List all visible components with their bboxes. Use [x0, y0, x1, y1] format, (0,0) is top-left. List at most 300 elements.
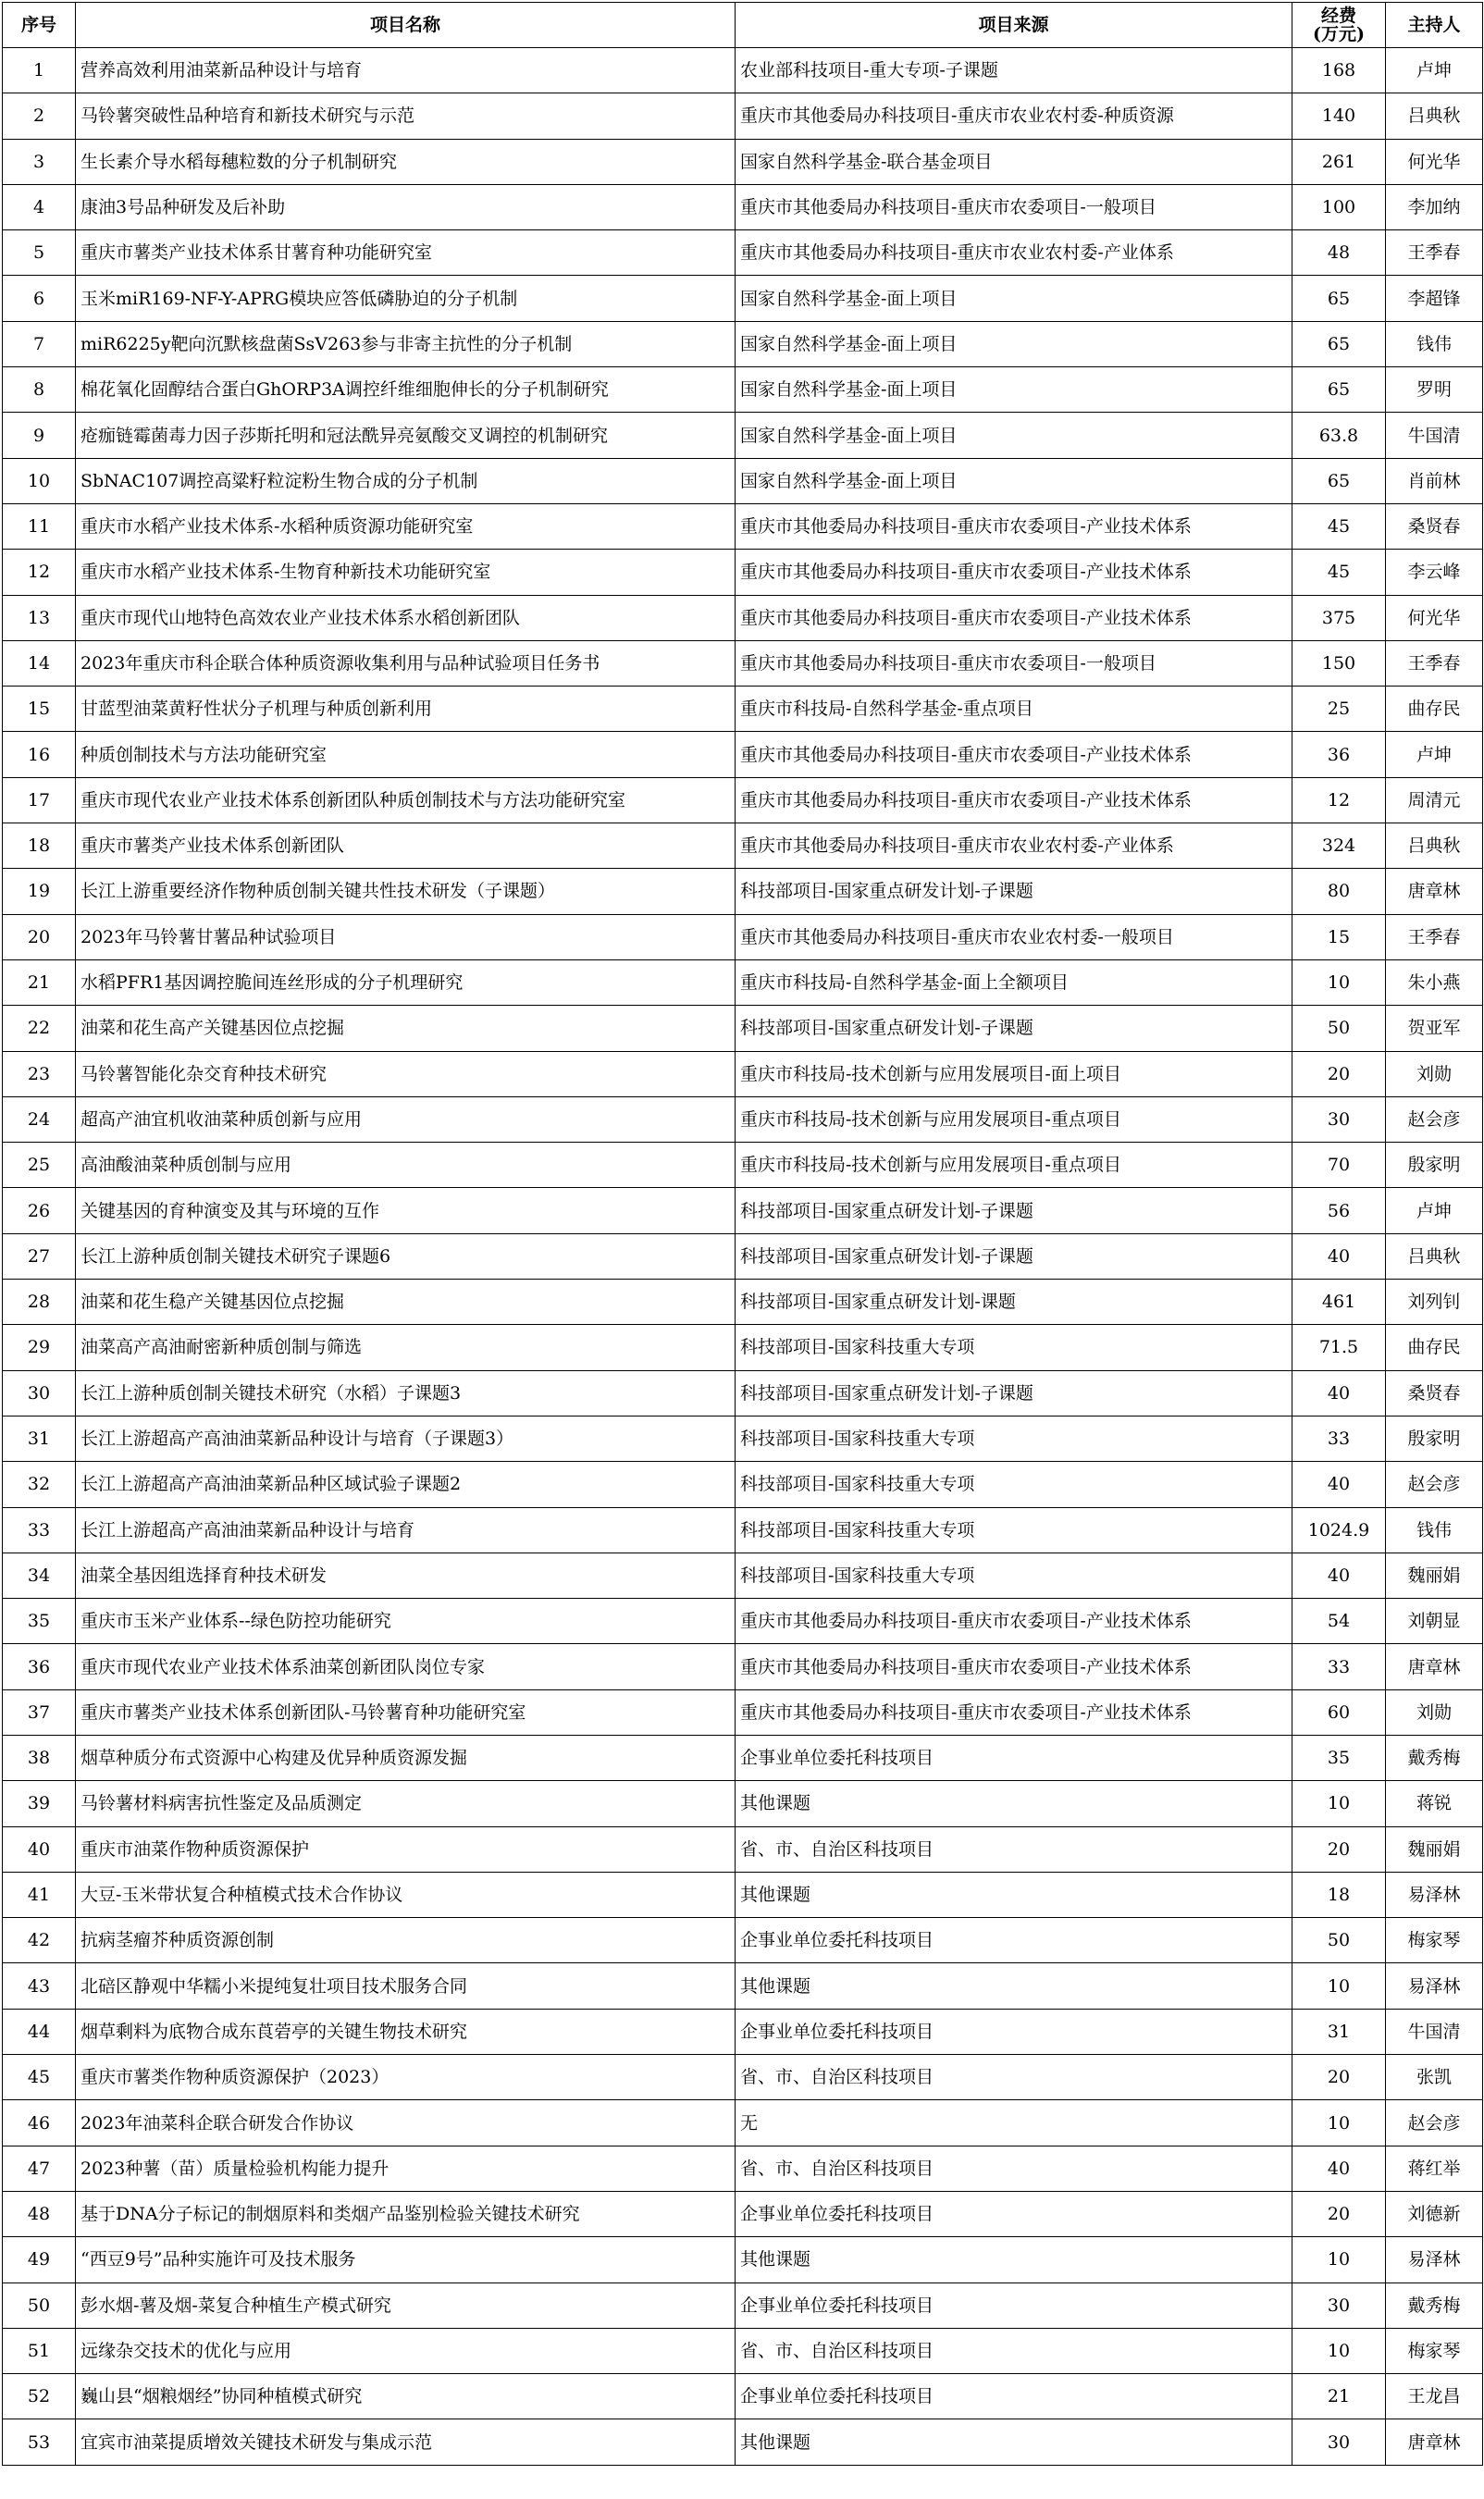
cell-source: 企事业单位委托科技项目	[736, 2283, 1292, 2328]
cell-name: 油菜高产高油耐密新种质创制与筛选	[76, 1325, 736, 1370]
cell-no: 49	[3, 2237, 76, 2283]
table-row	[3, 1507, 1483, 1553]
cell-host: 李云峰	[1386, 550, 1483, 595]
cell-host: 蒋红举	[1386, 2146, 1483, 2191]
cell-funds: 31	[1292, 2009, 1386, 2054]
cell-host: 吕典秋	[1386, 1233, 1483, 1279]
cell-name: 棉花氧化固醇结合蛋白GhORP3A调控纤维细胞伸长的分子机制研究	[76, 367, 736, 413]
cell-source: 重庆市其他委局办科技项目-重庆市农委项目-产业技术体系	[736, 732, 1292, 777]
table-row	[3, 1325, 1483, 1370]
cell-host: 卢坤	[1386, 1188, 1483, 1233]
cell-no: 40	[3, 1826, 76, 1872]
table-row	[3, 1644, 1483, 1689]
cell-name: 北碚区静观中华糯小米提纯复壮项目技术服务合同	[76, 1963, 736, 2009]
table-row	[3, 2009, 1483, 2054]
table-row	[3, 959, 1483, 1005]
cell-no: 22	[3, 1006, 76, 1051]
cell-name: 马铃薯突破性品种培育和新技术研究与示范	[76, 93, 736, 139]
cell-funds: 48	[1292, 230, 1386, 276]
table-row	[3, 1963, 1483, 2009]
cell-source: 国家自然科学基金-面上项目	[736, 413, 1292, 458]
table-row	[3, 1143, 1483, 1188]
cell-funds: 56	[1292, 1188, 1386, 1233]
cell-source: 重庆市其他委局办科技项目-重庆市农委项目-产业技术体系	[736, 1599, 1292, 1644]
cell-host: 朱小燕	[1386, 959, 1483, 1005]
cell-source: 科技部项目-国家重点研发计划-子课题	[736, 1188, 1292, 1233]
cell-name: 巍山县“烟粮烟经”协同种植模式研究	[76, 2374, 736, 2419]
cell-name: 关键基因的育种演变及其与环境的互作	[76, 1188, 736, 1233]
cell-host: 魏丽娟	[1386, 1826, 1483, 1872]
cell-name: 大豆-玉米带状复合种植模式技术合作协议	[76, 1872, 736, 1917]
cell-host: 梅家琴	[1386, 1918, 1483, 1963]
cell-no: 27	[3, 1233, 76, 1279]
cell-name: 烟草种质分布式资源中心构建及优异种质资源发掘	[76, 1735, 736, 1780]
cell-source: 科技部项目-国家重点研发计划-课题	[736, 1280, 1292, 1325]
cell-funds: 10	[1292, 1963, 1386, 2009]
table-row	[3, 321, 1483, 366]
cell-funds: 10	[1292, 959, 1386, 1005]
cell-name: 抗病茎瘤芥种质资源创制	[76, 1918, 736, 1963]
table-row	[3, 1188, 1483, 1233]
cell-no: 35	[3, 1599, 76, 1644]
cell-no: 8	[3, 367, 76, 413]
cell-name: 重庆市薯类产业技术体系创新团队	[76, 823, 736, 869]
cell-name: 油菜全基因组选择育种技术研发	[76, 1553, 736, 1598]
cell-source: 重庆市其他委局办科技项目-重庆市农委项目-产业技术体系	[736, 777, 1292, 823]
table-row	[3, 2374, 1483, 2419]
header-funds	[1292, 3, 1386, 48]
cell-name: 超高产油宜机收油菜种质创新与应用	[76, 1096, 736, 1142]
cell-funds: 25	[1292, 687, 1386, 732]
cell-host: 易泽林	[1386, 2237, 1483, 2283]
table-row	[3, 2237, 1483, 2283]
cell-no: 38	[3, 1735, 76, 1780]
cell-host: 李加纳	[1386, 184, 1483, 229]
cell-funds: 10	[1292, 2237, 1386, 2283]
cell-funds: 65	[1292, 458, 1386, 503]
cell-name: 玉米miR169-NF-Y-APRG模块应答低磷胁迫的分子机制	[76, 276, 736, 321]
cell-host: 曲存民	[1386, 1325, 1483, 1370]
table-row	[3, 2191, 1483, 2236]
cell-host: 钱伟	[1386, 321, 1483, 366]
cell-funds: 36	[1292, 732, 1386, 777]
cell-funds: 40	[1292, 1462, 1386, 1507]
cell-no: 23	[3, 1051, 76, 1096]
cell-funds: 40	[1292, 1370, 1386, 1416]
cell-name: 长江上游重要经济作物种质创制关键共性技术研发（子课题）	[76, 869, 736, 914]
cell-name: 重庆市水稻产业技术体系-水稻种质资源功能研究室	[76, 503, 736, 549]
cell-funds: 20	[1292, 1051, 1386, 1096]
cell-host: 魏丽娟	[1386, 1553, 1483, 1598]
table-row	[3, 1781, 1483, 1826]
cell-source: 科技部项目-国家科技重大专项	[736, 1325, 1292, 1370]
cell-funds: 54	[1292, 1599, 1386, 1644]
cell-source: 其他课题	[736, 2237, 1292, 2283]
cell-funds: 20	[1292, 1826, 1386, 1872]
cell-funds: 80	[1292, 869, 1386, 914]
cell-no: 11	[3, 503, 76, 549]
cell-host: 刘勋	[1386, 1689, 1483, 1735]
cell-source: 无	[736, 2100, 1292, 2146]
cell-name: 重庆市薯类产业技术体系创新团队-马铃薯育种功能研究室	[76, 1689, 736, 1735]
cell-name: 水稻PFR1基因调控脆间连丝形成的分子机理研究	[76, 959, 736, 1005]
cell-funds: 65	[1292, 276, 1386, 321]
cell-no: 20	[3, 914, 76, 959]
table-row	[3, 503, 1483, 549]
cell-name: 种质创制技术与方法功能研究室	[76, 732, 736, 777]
table-row	[3, 1872, 1483, 1917]
cell-funds: 45	[1292, 503, 1386, 549]
table-row	[3, 550, 1483, 595]
cell-no: 7	[3, 321, 76, 366]
table-row	[3, 139, 1483, 184]
cell-source: 国家自然科学基金-面上项目	[736, 321, 1292, 366]
cell-funds: 375	[1292, 595, 1386, 640]
cell-no: 41	[3, 1872, 76, 1917]
cell-source: 重庆市科技局-技术创新与应用发展项目-面上项目	[736, 1051, 1292, 1096]
cell-host: 周清元	[1386, 777, 1483, 823]
cell-name: SbNAC107调控高粱籽粒淀粉生物合成的分子机制	[76, 458, 736, 503]
cell-name: 康油3号品种研发及后补助	[76, 184, 736, 229]
cell-host: 张凯	[1386, 2055, 1483, 2100]
cell-host: 王龙昌	[1386, 2374, 1483, 2419]
cell-source: 重庆市其他委局办科技项目-重庆市农业农村委-产业体系	[736, 230, 1292, 276]
cell-host: 卢坤	[1386, 732, 1483, 777]
cell-host: 贺亚军	[1386, 1006, 1483, 1051]
cell-funds: 40	[1292, 1233, 1386, 1279]
cell-funds: 70	[1292, 1143, 1386, 1188]
cell-no: 9	[3, 413, 76, 458]
table-row	[3, 2283, 1483, 2328]
cell-source: 国家自然科学基金-面上项目	[736, 276, 1292, 321]
table-row	[3, 1416, 1483, 1461]
cell-name: 彭水烟-薯及烟-菜复合种植生产模式研究	[76, 2283, 736, 2328]
cell-name: 2023年油菜科企联合研发合作协议	[76, 2100, 736, 2146]
cell-funds: 100	[1292, 184, 1386, 229]
cell-name: 马铃薯材料病害抗性鉴定及品质测定	[76, 1781, 736, 1826]
cell-no: 37	[3, 1689, 76, 1735]
cell-no: 36	[3, 1644, 76, 1689]
cell-host: 易泽林	[1386, 1872, 1483, 1917]
cell-no: 2	[3, 93, 76, 139]
cell-source: 重庆市其他委局办科技项目-重庆市农委项目-产业技术体系	[736, 503, 1292, 549]
table-row	[3, 595, 1483, 640]
cell-source: 重庆市其他委局办科技项目-重庆市农委项目-产业技术体系	[736, 1689, 1292, 1735]
table-row	[3, 230, 1483, 276]
table-row	[3, 869, 1483, 914]
cell-no: 34	[3, 1553, 76, 1598]
cell-no: 53	[3, 2419, 76, 2465]
cell-funds: 60	[1292, 1689, 1386, 1735]
cell-host: 唐章林	[1386, 869, 1483, 914]
header-host: 主持人	[1386, 3, 1483, 48]
cell-source: 企事业单位委托科技项目	[736, 2009, 1292, 2054]
cell-host: 王季春	[1386, 230, 1483, 276]
table-row	[3, 640, 1483, 686]
cell-no: 12	[3, 550, 76, 595]
cell-no: 44	[3, 2009, 76, 2054]
table-row	[3, 2328, 1483, 2373]
cell-no: 21	[3, 959, 76, 1005]
cell-source: 省、市、自治区科技项目	[736, 2328, 1292, 2373]
cell-source: 企事业单位委托科技项目	[736, 1918, 1292, 1963]
cell-host: 赵会彦	[1386, 2100, 1483, 2146]
cell-funds: 50	[1292, 1918, 1386, 1963]
cell-no: 43	[3, 1963, 76, 2009]
cell-host: 殷家明	[1386, 1143, 1483, 1188]
cell-source: 科技部项目-国家科技重大专项	[736, 1553, 1292, 1598]
cell-host: 吕典秋	[1386, 93, 1483, 139]
cell-host: 殷家明	[1386, 1416, 1483, 1461]
cell-no: 32	[3, 1462, 76, 1507]
table-row	[3, 2419, 1483, 2465]
cell-source: 重庆市其他委局办科技项目-重庆市农委项目-产业技术体系	[736, 550, 1292, 595]
cell-host: 何光华	[1386, 595, 1483, 640]
cell-no: 48	[3, 2191, 76, 2236]
cell-host: 赵会彦	[1386, 1096, 1483, 1142]
cell-source: 科技部项目-国家重点研发计划-子课题	[736, 869, 1292, 914]
header-no: 序号	[3, 3, 76, 48]
cell-funds: 33	[1292, 1644, 1386, 1689]
cell-no: 45	[3, 2055, 76, 2100]
cell-funds: 324	[1292, 823, 1386, 869]
cell-host: 李超锋	[1386, 276, 1483, 321]
cell-name: 油菜和花生高产关键基因位点挖掘	[76, 1006, 736, 1051]
cell-source: 重庆市其他委局办科技项目-重庆市农委项目-产业技术体系	[736, 1644, 1292, 1689]
table-row	[3, 1689, 1483, 1735]
cell-host: 刘德新	[1386, 2191, 1483, 2236]
cell-name: 营养高效利用油菜新品种设计与培育	[76, 48, 736, 93]
cell-no: 24	[3, 1096, 76, 1142]
cell-name: 疮痂链霉菌毒力因子莎斯托明和冠法酰异亮氨酸交叉调控的机制研究	[76, 413, 736, 458]
table-row	[3, 1826, 1483, 1872]
cell-source: 重庆市科技局-自然科学基金-重点项目	[736, 687, 1292, 732]
table-row	[3, 1233, 1483, 1279]
cell-name: “西豆9号”品种实施许可及技术服务	[76, 2237, 736, 2283]
cell-source: 农业部科技项目-重大专项-子课题	[736, 48, 1292, 93]
cell-name: 2023种薯（苗）质量检验机构能力提升	[76, 2146, 736, 2191]
table-row	[3, 2100, 1483, 2146]
cell-no: 28	[3, 1280, 76, 1325]
cell-name: 2023年马铃薯甘薯品种试验项目	[76, 914, 736, 959]
cell-funds: 150	[1292, 640, 1386, 686]
table-row	[3, 413, 1483, 458]
table-row	[3, 1735, 1483, 1780]
cell-funds: 10	[1292, 2328, 1386, 2373]
cell-host: 何光华	[1386, 139, 1483, 184]
cell-no: 42	[3, 1918, 76, 1963]
cell-no: 15	[3, 687, 76, 732]
cell-name: 生长素介导水稻每穗粒数的分子机制研究	[76, 139, 736, 184]
table-row	[3, 687, 1483, 732]
cell-source: 企事业单位委托科技项目	[736, 2191, 1292, 2236]
cell-no: 10	[3, 458, 76, 503]
cell-source: 重庆市其他委局办科技项目-重庆市农委项目-一般项目	[736, 184, 1292, 229]
table-row	[3, 276, 1483, 321]
cell-no: 51	[3, 2328, 76, 2373]
cell-source: 重庆市科技局-自然科学基金-面上全额项目	[736, 959, 1292, 1005]
cell-name: 2023年重庆市科企联合体种质资源收集利用与品种试验项目任务书	[76, 640, 736, 686]
cell-no: 5	[3, 230, 76, 276]
cell-no: 29	[3, 1325, 76, 1370]
cell-no: 39	[3, 1781, 76, 1826]
header-funds-label: 经费	[1320, 6, 1356, 26]
table-row	[3, 1370, 1483, 1416]
table-row	[3, 93, 1483, 139]
cell-source: 国家自然科学基金-面上项目	[736, 458, 1292, 503]
cell-name: 烟草剩料为底物合成东莨菪亭的关键生物技术研究	[76, 2009, 736, 2054]
cell-source: 科技部项目-国家科技重大专项	[736, 1462, 1292, 1507]
table-body	[3, 48, 1483, 2466]
cell-funds: 12	[1292, 777, 1386, 823]
table-row	[3, 777, 1483, 823]
cell-funds: 45	[1292, 550, 1386, 595]
cell-no: 18	[3, 823, 76, 869]
cell-source: 其他课题	[736, 1963, 1292, 2009]
cell-host: 肖前林	[1386, 458, 1483, 503]
cell-no: 19	[3, 869, 76, 914]
cell-source: 科技部项目-国家重点研发计划-子课题	[736, 1370, 1292, 1416]
cell-host: 刘列钊	[1386, 1280, 1483, 1325]
header-funds-unit: (万元)	[1313, 24, 1365, 44]
table-row	[3, 184, 1483, 229]
cell-name: 油菜和花生稳产关键基因位点挖掘	[76, 1280, 736, 1325]
cell-no: 50	[3, 2283, 76, 2328]
cell-host: 刘勋	[1386, 1051, 1483, 1096]
cell-no: 14	[3, 640, 76, 686]
cell-source: 企事业单位委托科技项目	[736, 2374, 1292, 2419]
table-row	[3, 1006, 1483, 1051]
cell-host: 戴秀梅	[1386, 2283, 1483, 2328]
cell-funds: 50	[1292, 1006, 1386, 1051]
table-row	[3, 458, 1483, 503]
cell-no: 25	[3, 1143, 76, 1188]
table-row	[3, 823, 1483, 869]
cell-no: 13	[3, 595, 76, 640]
cell-name: 长江上游超高产高油油菜新品种设计与培育	[76, 1507, 736, 1553]
header-source: 项目来源	[736, 3, 1292, 48]
cell-source: 科技部项目-国家重点研发计划-子课题	[736, 1233, 1292, 1279]
cell-source: 省、市、自治区科技项目	[736, 1826, 1292, 1872]
cell-host: 刘朝显	[1386, 1599, 1483, 1644]
cell-funds: 261	[1292, 139, 1386, 184]
cell-host: 王季春	[1386, 914, 1483, 959]
cell-host: 戴秀梅	[1386, 1735, 1483, 1780]
cell-host: 牛国清	[1386, 413, 1483, 458]
cell-name: 重庆市水稻产业技术体系-生物育种新技术功能研究室	[76, 550, 736, 595]
cell-source: 重庆市其他委局办科技项目-重庆市农业农村委-产业体系	[736, 823, 1292, 869]
cell-name: 基于DNA分子标记的制烟原料和类烟产品鉴别检验关键技术研究	[76, 2191, 736, 2236]
cell-name: 重庆市薯类产业技术体系甘薯育种功能研究室	[76, 230, 736, 276]
cell-funds: 35	[1292, 1735, 1386, 1780]
cell-source: 重庆市其他委局办科技项目-重庆市农委项目-一般项目	[736, 640, 1292, 686]
cell-name: 重庆市玉米产业体系--绿色防控功能研究	[76, 1599, 736, 1644]
cell-funds: 33	[1292, 1416, 1386, 1461]
table-row	[3, 2055, 1483, 2100]
table-row	[3, 1051, 1483, 1096]
cell-host: 易泽林	[1386, 1963, 1483, 2009]
cell-no: 26	[3, 1188, 76, 1233]
table-row	[3, 1918, 1483, 1963]
cell-funds: 18	[1292, 1872, 1386, 1917]
cell-source: 省、市、自治区科技项目	[736, 2146, 1292, 2191]
cell-source: 企事业单位委托科技项目	[736, 1735, 1292, 1780]
cell-name: 重庆市现代农业产业技术体系油菜创新团队岗位专家	[76, 1644, 736, 1689]
cell-name: 长江上游超高产高油油菜新品种设计与培育（子课题3）	[76, 1416, 736, 1461]
cell-source: 其他课题	[736, 2419, 1292, 2465]
cell-source: 重庆市科技局-技术创新与应用发展项目-重点项目	[736, 1143, 1292, 1188]
cell-host: 桑贤春	[1386, 503, 1483, 549]
cell-funds: 20	[1292, 2055, 1386, 2100]
cell-funds: 40	[1292, 1553, 1386, 1598]
cell-host: 牛国清	[1386, 2009, 1483, 2054]
cell-funds: 30	[1292, 1096, 1386, 1142]
cell-funds: 10	[1292, 1781, 1386, 1826]
cell-name: 长江上游种质创制关键技术研究子课题6	[76, 1233, 736, 1279]
cell-no: 6	[3, 276, 76, 321]
cell-name: 马铃薯智能化杂交育种技术研究	[76, 1051, 736, 1096]
cell-source: 重庆市其他委局办科技项目-重庆市农委项目-产业技术体系	[736, 595, 1292, 640]
cell-funds: 461	[1292, 1280, 1386, 1325]
cell-source: 科技部项目-国家重点研发计划-子课题	[736, 1006, 1292, 1051]
header-row	[3, 3, 1483, 48]
cell-name: 长江上游种质创制关键技术研究（水稻）子课题3	[76, 1370, 736, 1416]
cell-no: 52	[3, 2374, 76, 2419]
table-row	[3, 48, 1483, 93]
cell-no: 47	[3, 2146, 76, 2191]
cell-no: 16	[3, 732, 76, 777]
table-row	[3, 1280, 1483, 1325]
cell-funds: 40	[1292, 2146, 1386, 2191]
cell-host: 桑贤春	[1386, 1370, 1483, 1416]
cell-source: 国家自然科学基金-联合基金项目	[736, 139, 1292, 184]
cell-host: 唐章林	[1386, 1644, 1483, 1689]
cell-name: 宜宾市油菜提质增效关键技术研发与集成示范	[76, 2419, 736, 2465]
cell-funds: 71.5	[1292, 1325, 1386, 1370]
cell-host: 曲存民	[1386, 687, 1483, 732]
cell-name: 重庆市薯类作物种质资源保护（2023）	[76, 2055, 736, 2100]
cell-no: 46	[3, 2100, 76, 2146]
cell-name: 甘蓝型油菜黄籽性状分子机理与种质创新利用	[76, 687, 736, 732]
cell-name: miR6225y靶向沉默核盘菌SsV263参与非寄主抗性的分子机制	[76, 321, 736, 366]
cell-name: 长江上游超高产高油油菜新品种区域试验子课题2	[76, 1462, 736, 1507]
table-row	[3, 367, 1483, 413]
cell-funds: 1024.9	[1292, 1507, 1386, 1553]
cell-source: 重庆市其他委局办科技项目-重庆市农业农村委-种质资源	[736, 93, 1292, 139]
cell-name: 高油酸油菜种质创制与应用	[76, 1143, 736, 1188]
cell-source: 省、市、自治区科技项目	[736, 2055, 1292, 2100]
cell-no: 3	[3, 139, 76, 184]
cell-no: 4	[3, 184, 76, 229]
cell-host: 蒋锐	[1386, 1781, 1483, 1826]
cell-no: 31	[3, 1416, 76, 1461]
cell-host: 赵会彦	[1386, 1462, 1483, 1507]
table-row	[3, 1096, 1483, 1142]
cell-name: 重庆市油菜作物种质资源保护	[76, 1826, 736, 1872]
cell-funds: 15	[1292, 914, 1386, 959]
cell-funds: 21	[1292, 2374, 1386, 2419]
cell-funds: 30	[1292, 2283, 1386, 2328]
cell-host: 钱伟	[1386, 1507, 1483, 1553]
cell-source: 重庆市科技局-技术创新与应用发展项目-重点项目	[736, 1096, 1292, 1142]
cell-source: 科技部项目-国家科技重大专项	[736, 1416, 1292, 1461]
cell-no: 33	[3, 1507, 76, 1553]
table-row	[3, 1599, 1483, 1644]
table-row	[3, 732, 1483, 777]
cell-host: 罗明	[1386, 367, 1483, 413]
table-row	[3, 1462, 1483, 1507]
cell-funds: 65	[1292, 321, 1386, 366]
